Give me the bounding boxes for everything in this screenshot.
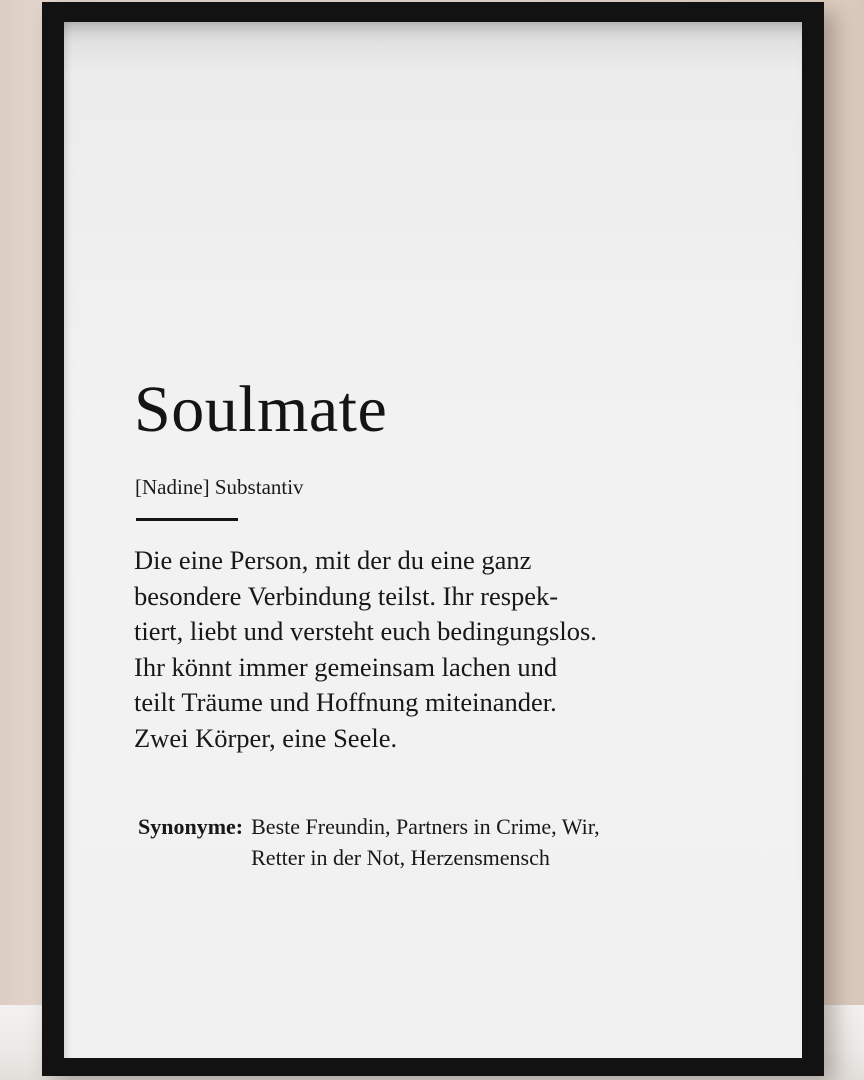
divider-line: [136, 518, 238, 521]
poster-paper: [64, 22, 802, 1058]
definition-line: Zwei Körper, eine Seele.: [134, 722, 398, 753]
synonyms-list: [251, 811, 600, 873]
synonyms-line: Beste Freundin, Partners in Crime, Wir,: [251, 814, 600, 839]
definition-line: Ihr könnt immer gemeinsam lachen und: [134, 651, 558, 682]
synonyms-line: Retter in der Not, Herzensmensch: [251, 845, 550, 870]
definition-text: [134, 543, 754, 756]
synonyms-block: [138, 811, 600, 873]
definition-line: Die eine Person, mit der du eine ganz: [134, 545, 532, 575]
synonyms-label: Synonyme:: [138, 814, 244, 839]
picture-frame: [42, 2, 824, 1076]
word-type: [Nadine] Substantiv: [135, 475, 304, 499]
definition-line: besondere Verbindung teilst. Ihr respek-: [134, 580, 559, 611]
poster-title: Soulmate: [134, 373, 388, 446]
definition-line: tiert, liebt und versteht euch bedingungslos.: [134, 616, 597, 646]
definition-line: teilt Träume und Hoffnung miteinander.: [134, 687, 557, 717]
